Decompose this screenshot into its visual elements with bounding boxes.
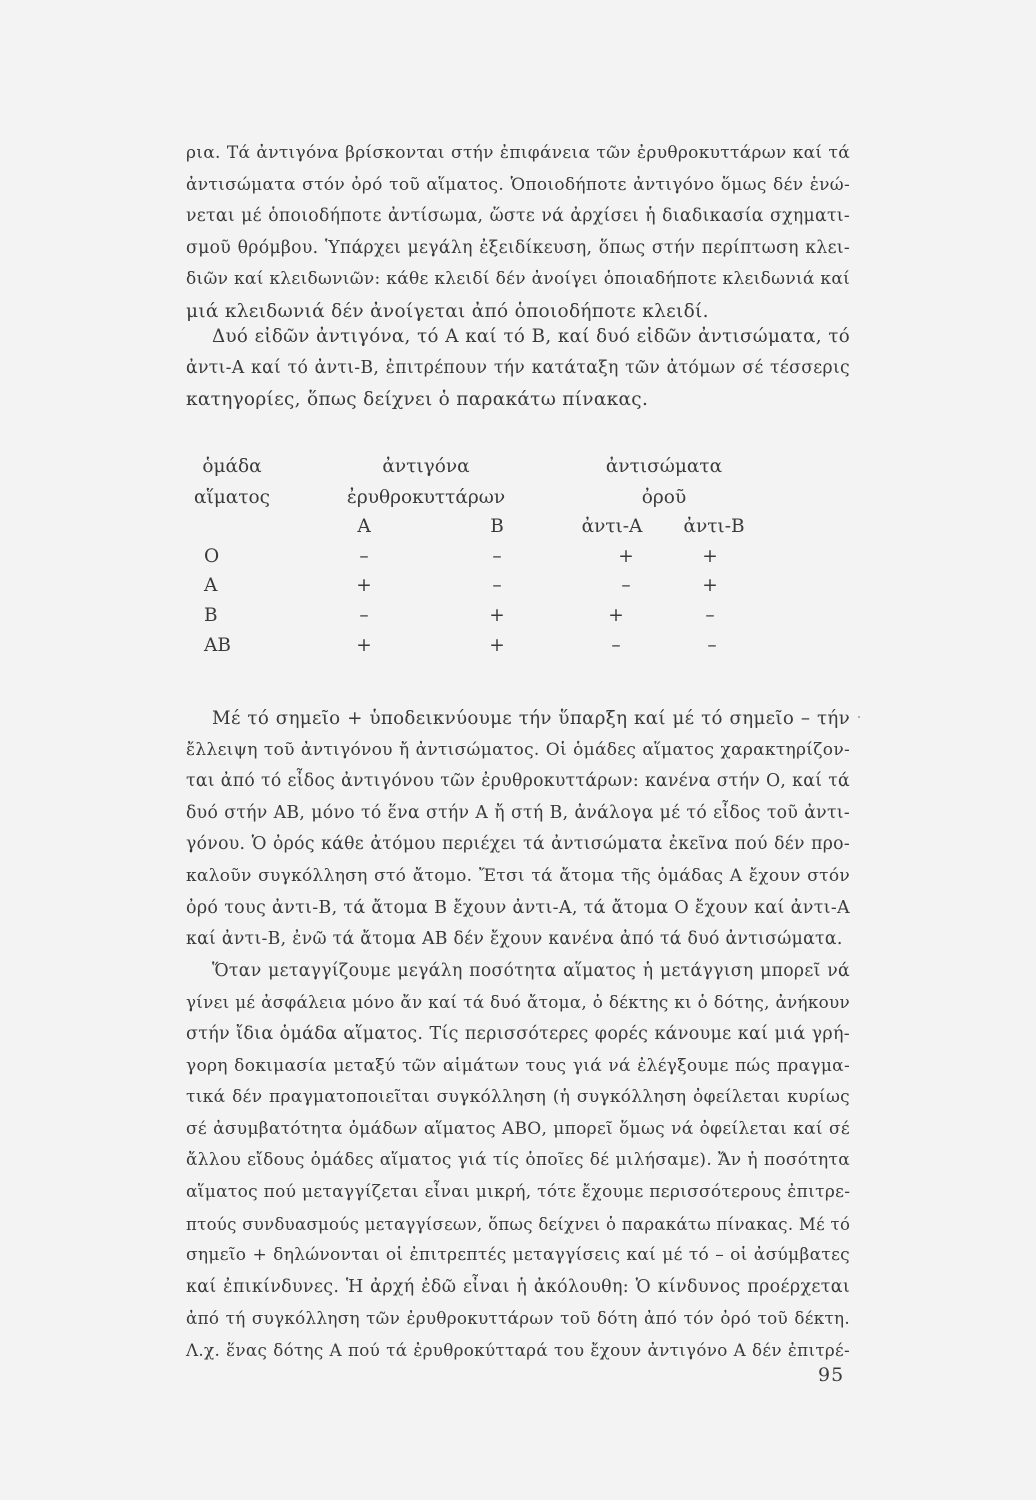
text-line: Ὅταν μεταγγίζουμε μεγάλη ποσότητα αἵματος ἡ μετάγγιση μπορεῖ νά	[212, 960, 850, 981]
text-line: στήν ἴδια ὁμάδα αἵματος. Τίς περισσότερες φορές κάνουμε καί μιά γρή-	[186, 1023, 850, 1044]
subheader-antigen-a: Α	[357, 516, 371, 537]
text-line: ται ἀπό τό εἶδος ἀντιγόνου τῶν ἐρυθροκυττάρων: κανένα στήν Ο, καί τά	[186, 771, 850, 792]
paragraph-3	[186, 703, 850, 1366]
text-line: γορη δοκιμασία μεταξύ τῶν αἱμάτων τους γιά νά ἐλέγξουμε πώς πραγμα-	[186, 1055, 850, 1076]
text-line: σμοῦ θρόμβου. Ὑπάρχει μεγάλη ἐξειδίκευση, ὅπως στήν περίπτωση κλει-	[186, 237, 850, 258]
row-group-label: Β	[204, 605, 218, 626]
table-cell: +	[356, 635, 372, 656]
header-antigens-line1: ἀντιγόνα	[382, 456, 470, 477]
table-cell: –	[707, 635, 717, 656]
table-cell: –	[492, 546, 502, 567]
text-line: μιά κλειδωνιά δέν ἀνοίγεται ἀπό ὁποιοδήποτε κλειδί.	[186, 300, 709, 322]
header-antibodies-line1: ἀντισώματα	[605, 456, 723, 477]
text-line: Μέ τό σημεῖο + ὑποδεικνύουμε τήν ὕπαρξη καί μέ τό σημεῖο – τήν	[212, 708, 850, 729]
scan-speck	[858, 716, 860, 718]
text-line: ἀντι-Α καί τό ἀντι-Β, ἐπιτρέπουν τήν κατάταξη τῶν ἀτόμων σέ τέσσερις	[186, 357, 850, 378]
header-group-line1: ὁμάδα	[202, 456, 262, 477]
table-cell: –	[492, 575, 502, 596]
subheader-anti-a: ἀντι-Α	[581, 516, 643, 537]
text-line: σέ ἀσυμβατότητα ὁμάδων αἵματος ΑΒΟ, μπορεῖ ὅμως νά ὀφείλεται καί σέ	[186, 1118, 850, 1139]
text-line: γόνου. Ὁ ὀρός κάθε ἀτόμου περιέχει τά ἀντισώματα ἐκεῖνα πού δέν προ-	[186, 834, 850, 855]
text-line: ρια. Τά ἀντιγόνα βρίσκονται στήν ἐπιφάνεια τῶν ἐρυθροκυττάρων καί τά	[186, 143, 850, 163]
text-line: Δυό εἰδῶν ἀντιγόνα, τό Α καί τό Β, καί δυό εἰδῶν ἀντισώματα, τό	[212, 326, 850, 347]
table-cell: +	[356, 575, 372, 596]
row-group-label: Α	[204, 575, 218, 596]
text-line: δυό στήν ΑΒ, μόνο τό ἕνα στήν Α ἤ στή Β, ἀνάλογα μέ τό εἶδος τοῦ ἀντι-	[186, 802, 850, 823]
page-number: 95	[818, 1364, 845, 1386]
table-cell: –	[705, 605, 715, 626]
table-cell: –	[621, 575, 631, 596]
text-line: ἄλλου εἴδους ὁμάδες αἵματος γιά τίς ὁποῖες δέ μιλήσαμε). Ἄν ἡ ποσότητα	[186, 1150, 850, 1171]
text-line: καί ἀντι-Β, ἐνῶ τά ἄτομα ΑΒ δέν ἔχουν κανένα ἀπό τά δυό ἀντισώματα.	[186, 929, 843, 950]
text-line: διῶν καί κλειδωνιῶν: κάθε κλειδί δέν ἀνοίγει ὁποιαδήποτε κλειδωνιά καί	[186, 269, 851, 290]
row-group-label: ΑΒ	[204, 635, 231, 656]
text-line: ἀπό τή συγκόλληση τῶν ἐρυθροκυττάρων τοῦ δότη ἀπό τόν ὀρό τοῦ δέκτη.	[186, 1308, 850, 1329]
table-cell: +	[489, 635, 505, 656]
text-line: Λ.χ. ἕνας δότης Α πού τά ἐρυθροκύτταρά του ἔχουν ἀντιγόνο Α δέν ἐπιτρέ-	[186, 1339, 850, 1360]
text-line: τικά δέν πραγματοποιεῖται συγκόλληση (ἡ συγκόλληση ὀφείλεται κυρίως	[186, 1087, 850, 1108]
table-cell: –	[611, 635, 621, 656]
header-antigens-line2: ἐρυθροκυττάρων	[346, 487, 506, 508]
text-line: αἵματος πού μεταγγίζεται εἶναι μικρή, τότε ἔχουμε περισσότερους ἐπιτρε-	[186, 1181, 851, 1202]
paragraph-1	[186, 138, 850, 328]
text-line: νεται μέ ὁποιοδήποτε ἀντίσωμα, ὥστε νά ἀρχίσει ἡ διαδικασία σχηματι-	[186, 206, 850, 227]
text-line: γίνει μέ ἀσφάλεια μόνο ἄν καί τά δυό ἄτομα, ὁ δέκτης κι ὁ δότης, ἀνήκουν	[186, 992, 850, 1013]
text-line: σημεῖο + δηλώνονται οἱ ἐπιτρεπτές μεταγγίσεις καί μέ τό – οἱ ἀσύμβατες	[186, 1245, 850, 1266]
table-cell: +	[489, 605, 505, 626]
subheader-antigen-b: Β	[490, 516, 504, 537]
text-line: ὀρό τους ἀντι-Β, τά ἄτομα Β ἔχουν ἀντι-Α, τά ἄτομα Ο ἔχουν καί ἀντι-Α	[186, 897, 850, 918]
text-line: ἔλλειψη τοῦ ἀντιγόνου ἤ ἀντισώματος. Οἱ ὁμάδες αἵματος χαρακτηρίζον-	[186, 739, 850, 760]
text-line: πτούς συνδυασμούς μεταγγίσεων, ὅπως δείχνει ὁ παρακάτω πίνακας. Μέ τό	[186, 1214, 851, 1234]
header-group-line2: αἵματος	[194, 487, 270, 508]
table-cell: +	[702, 575, 718, 596]
header-antibodies-line2: ὀροῦ	[641, 487, 687, 508]
row-group-label: Ο	[204, 546, 220, 567]
table-cell: +	[702, 546, 718, 567]
table-cell: –	[359, 605, 369, 626]
table-cell: +	[608, 605, 624, 626]
subheader-anti-b: ἀντι-Β	[683, 516, 745, 537]
text-line: ἀντισώματα στόν ὀρό τοῦ αἵματος. Ὁποιοδήποτε ἀντιγόνο ὅμως δέν ἑνώ-	[186, 174, 850, 195]
table-cell: –	[359, 546, 369, 567]
text-line: κατηγορίες, ὅπως δείχνει ὁ παρακάτω πίνακας.	[186, 389, 649, 411]
text-line: καλοῦν συγκόλληση στό ἄτομο. Ἔτσι τά ἄτομα τῆς ὁμάδας Α ἔχουν στόν	[186, 865, 850, 886]
paragraph-2	[186, 321, 850, 416]
text-line: καί ἐπικίνδυνες. Ἡ ἀρχή ἐδῶ εἶναι ἡ ἀκόλουθη: Ὁ κίνδυνος προέρχεται	[186, 1276, 850, 1297]
table-cell: +	[618, 546, 634, 567]
